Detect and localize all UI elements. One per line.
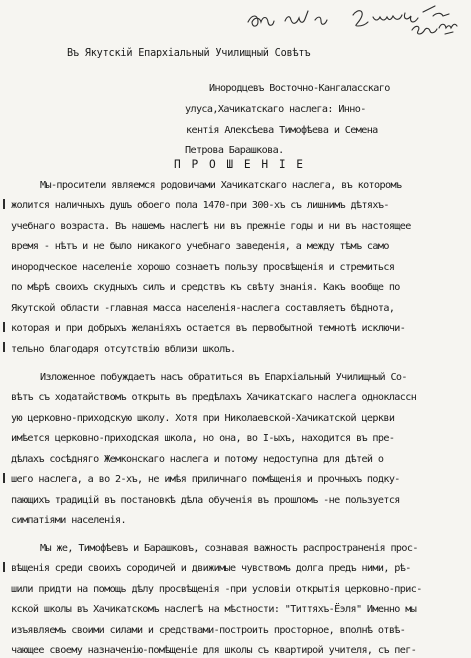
body-line: жолится наличныхъ душъ обоего пола 1470-при 300-хъ съ лишнимъ дѣтяхъ- [11,200,389,211]
body-line: пающихъ традицій въ постановкѣ дѣла обученія въ прошломъ -не пользуется [11,495,400,506]
body-line: время - нѣтъ и не было никакого учебнаго заведенія, а между тѣмъ само [11,241,389,252]
body-line: Мы-просители являемся родовичами Хачикатскаго наслега, въ которомъ [40,180,402,191]
body-line: тельно благодаря отсутствію вблизи школъ. [11,344,236,355]
addressee-line: Въ Якутскій Епархіальный Училищный Совѣтъ [67,48,311,59]
margin-mark [3,199,11,209]
body-line: инородческое населеніе хорошо сознаетъ пользу просвѣщенія и стремиться [11,262,395,273]
body-line: кской школы въ Хачикатскомъ наслегѣ на мѣстности: "Титтяхъ-Ёэля" Именно мы [11,604,417,615]
body-line: по мѣрѣ своихъ скудныхъ силъ и средствъ къ свѣту знанія. Какъ вообще по [11,282,400,293]
handwritten-annotation [245,4,467,38]
body-line: учебнаго возраста. Въ нашемъ наслегѣ ни въ прежніе годы и ни въ настоящее [11,221,411,232]
body-line: ую церковно-приходскую школу. Хотя при Николаевской-Хачикатской церкви [11,413,395,424]
body-line: Мы же, Тимофѣевъ и Барашковъ, сознавая важность распространенія прос- [40,543,418,554]
body-line: Якутской области -главная масса населенія-наслега составляетъ бѣднота, [11,303,395,314]
body-line: чающее своему назначенію-помѣщеніе для школы съ квартирой учителя, съ пег- [11,645,417,656]
body-line: изъявляемъ своими силами и средствами-построить просторное, вполнѣ отвѣ- [11,625,406,636]
from-line: Инородцевъ Восточно-Кангаласскаго [209,83,390,94]
margin-mark [3,342,11,352]
body-line: шили придти на помощь дѣлу просвѣщенія -при условіи открытія церковно-прис- [11,584,422,595]
body-line: Изложенное побуждаетъ насъ обратиться въ Епархіальный Училищный Со- [40,372,407,383]
body-line: вѣщенія среди своихъ сородичей и движимые чувствомъ долга предъ ними, рѣ- [11,563,411,574]
margin-mark [3,473,11,483]
body-line: симпатіями населенія. [11,515,126,526]
body-line: имѣется церковно-приходская школа, но она, во I-ыхъ, находится въ пре- [11,433,395,444]
body-line: которая и при добрыхъ желаніяхъ остается въ первобытной темнотѣ исключи- [11,323,406,334]
from-line: Петрова Барашкова. [185,145,284,156]
margin-mark [3,562,11,572]
from-line: кентія Алексѣева Тимофѣева и Семена [186,125,378,136]
body-line: шего наслега, а во 2-хъ, не имѣя приличнаго помѣщенія и прочныхъ подку- [11,474,400,485]
margin-mark [3,322,11,332]
petition-heading: П Р О Ш Е Н І Е [174,158,306,171]
from-line: улуса,Хачикатскаго наслега: Инно- [185,104,366,115]
body-line: вѣтъ съ ходатайствомъ открыть въ предѣлахъ Хачикатскаго наслега одноклассн [11,392,417,403]
body-line: дѣлахъ сосѣдняго Жемконскаго наслега и потому недоступна для дѣтей о [11,454,384,465]
